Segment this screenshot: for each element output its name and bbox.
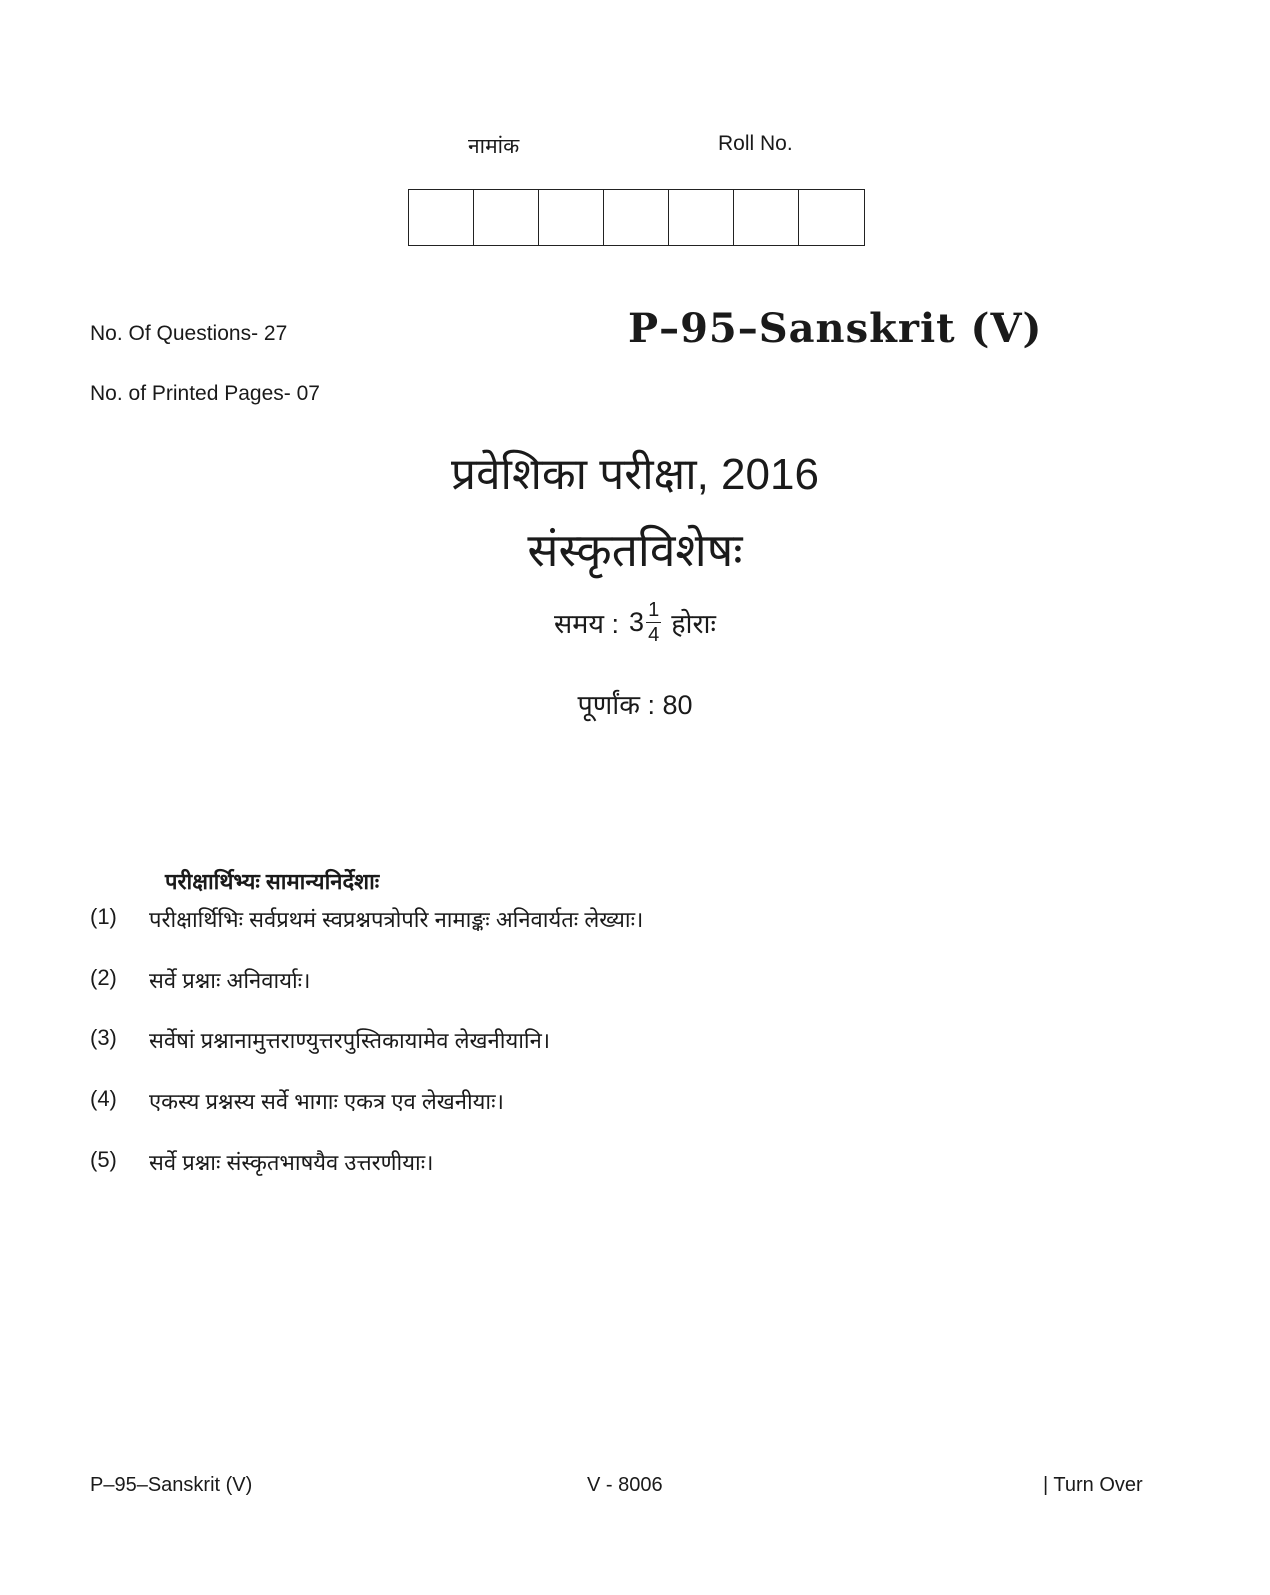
instructions-heading: परीक्षार्थिभ्यः सामान्यनिर्देशाः	[165, 869, 380, 894]
subject-title: संस्कृतविशेषः	[527, 524, 743, 576]
time-allowed	[0, 600, 1270, 645]
exam-title: प्रवेशिका परीक्षा, 2016	[451, 450, 819, 499]
roll-digit-box[interactable]	[669, 190, 734, 245]
roll-digit-box[interactable]	[604, 190, 669, 245]
paper-code: P–95–Sanskrit (V)	[628, 305, 1043, 352]
roll-label-english: Roll No.	[718, 132, 793, 155]
roll-digit-box[interactable]	[539, 190, 604, 245]
maximum-marks: पूर्णांक : 80	[577, 690, 693, 720]
instruction-number: (3)	[90, 1025, 117, 1050]
instruction-number: (5)	[90, 1147, 117, 1172]
roll-digit-box[interactable]	[799, 190, 864, 245]
time-label: समय :	[553, 609, 620, 639]
fraction-numerator: 1	[648, 599, 660, 621]
roll-number-boxes	[408, 189, 865, 246]
instruction-item	[90, 904, 643, 934]
instruction-text: एकस्य प्रश्नस्य सर्वे भागाः एकत्र एव लेखनीयाः।	[149, 1089, 504, 1114]
footer-paper-code: P–95–Sanskrit (V)	[90, 1474, 253, 1496]
instruction-text: सर्वेषां प्रश्नानामुत्तराण्युत्तरपुस्तिकायामेव लेखनीयानि।	[149, 1028, 551, 1053]
roll-digit-box[interactable]	[734, 190, 799, 245]
roll-digit-box[interactable]	[474, 190, 539, 245]
instruction-item	[90, 1147, 434, 1177]
instruction-number: (2)	[90, 965, 117, 990]
instruction-text: सर्वे प्रश्नाः अनिवार्याः।	[149, 968, 311, 993]
footer-set-code: V - 8006	[587, 1474, 663, 1496]
instruction-item	[90, 965, 310, 995]
instruction-item	[90, 1025, 550, 1055]
fraction-denominator: 4	[648, 624, 660, 646]
time-fraction	[646, 600, 661, 645]
printed-pages-count: No. of Printed Pages- 07	[90, 382, 320, 405]
footer-turn-over: | Turn Over	[1043, 1474, 1143, 1496]
instruction-number: (4)	[90, 1086, 117, 1111]
time-unit: होराः	[671, 609, 717, 639]
instruction-text: परीक्षार्थिभिः सर्वप्रथमं स्वप्रश्नपत्रोपरि नामाङ्कः अनिवार्यतः लेख्याः।	[149, 907, 644, 932]
instruction-text: सर्वे प्रश्नाः संस्कृतभाषयैव उत्तरणीयाः।	[149, 1150, 434, 1175]
instruction-item	[90, 1086, 504, 1116]
roll-label-hindi: नामांक	[468, 135, 520, 158]
instruction-number: (1)	[90, 904, 117, 929]
question-count: No. Of Questions- 27	[90, 322, 288, 345]
time-whole-hours: 3	[629, 607, 645, 637]
roll-digit-box[interactable]	[409, 190, 474, 245]
